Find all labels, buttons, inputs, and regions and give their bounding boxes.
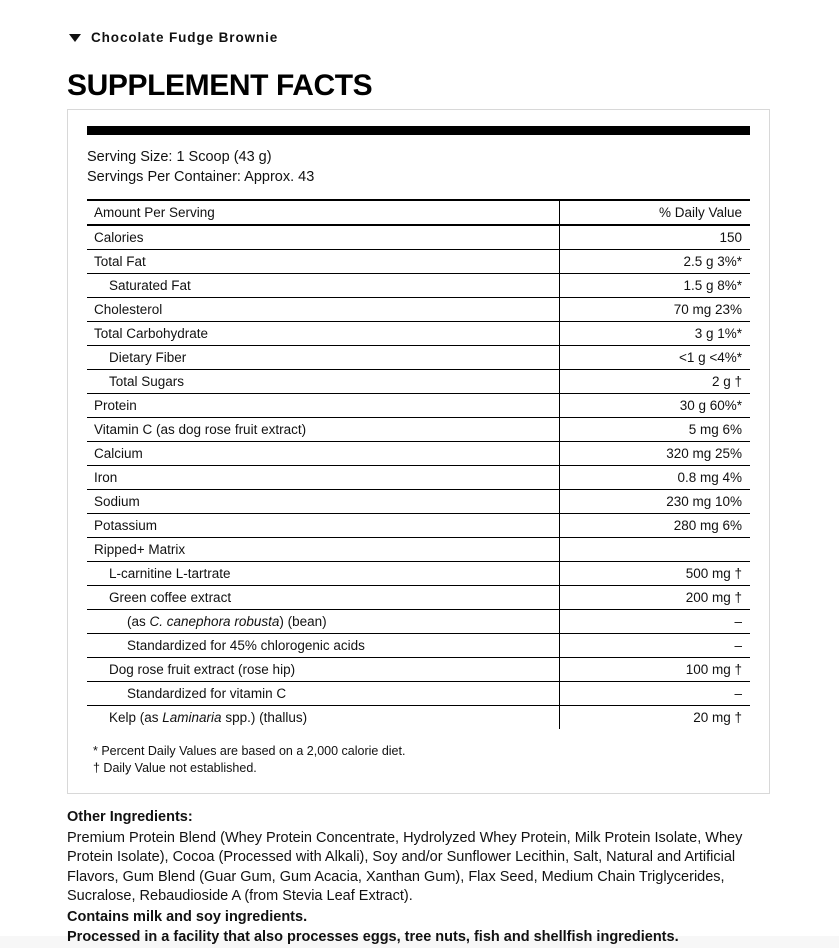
table-row (87, 225, 750, 250)
allergen-contains: Contains milk and soy ingredients. (67, 908, 308, 925)
nutrient-name: Vitamin C (as dog rose fruit extract) (87, 418, 560, 442)
content-column (67, 0, 770, 948)
nutrient-value: 320 mg 25% (560, 442, 751, 466)
table-row (87, 298, 750, 322)
nutrient-name: Potassium (87, 514, 560, 538)
footnotes (87, 743, 750, 777)
chevron-down-icon[interactable] (69, 34, 81, 42)
flavor-selector[interactable] (67, 0, 770, 55)
nutrient-value: 1.5 g 8%* (560, 274, 751, 298)
table-row (87, 346, 750, 370)
nutrient-name: Saturated Fat (87, 274, 560, 298)
nutrient-value: 70 mg 23% (560, 298, 751, 322)
nutrient-name: (as C. canephora robusta) (bean) (87, 610, 560, 634)
nutrient-name: Green coffee extract (87, 586, 560, 610)
nutrient-name: Cholesterol (87, 298, 560, 322)
table-row (87, 586, 750, 610)
nutrient-value: 280 mg 6% (560, 514, 751, 538)
nutrient-name: Standardized for 45% chlorogenic acids (87, 634, 560, 658)
nutrient-value: 0.8 mg 4% (560, 466, 751, 490)
nutrition-table (87, 199, 750, 729)
nutrient-value: 2 g † (560, 370, 751, 394)
nutrient-name: Total Fat (87, 250, 560, 274)
nutrient-value: – (560, 610, 751, 634)
page-title: SUPPLEMENT FACTS (67, 69, 373, 102)
nutrient-name: Protein (87, 394, 560, 418)
other-ingredients-body: Premium Protein Blend (Whey Protein Concentrate, Hydrolyzed Whey Protein, Milk Protein Isolate, Whey Protein Isolate), Cocoa (Processed with Alkali), Soy and/or Sunflower Lecithin, Salt, Natural and Artificial Flavors, Gum Blend (Guar Gum, Gum Acacia, Xanthan Gum), Flax Seed, Medium Chain Triglycerides, Sucralose, Rebaudioside A (from Stevia Leaf Extract). (67, 829, 743, 904)
servings-per-container: Servings Per Container: Approx. 43 (87, 169, 315, 185)
nutrient-name: Standardized for vitamin C (87, 682, 560, 706)
panel-top-rule (87, 126, 750, 135)
nutrient-name: Ripped+ Matrix (87, 538, 560, 562)
nutrient-name: L-carnitine L-tartrate (87, 562, 560, 586)
allergen-facility: Processed in a facility that also processes eggs, tree nuts, fish and shellfish ingredients. (67, 929, 679, 945)
nutrient-value: 200 mg † (560, 586, 751, 610)
table-row (87, 538, 750, 562)
serving-size: Serving Size: 1 Scoop (43 g) (87, 149, 272, 165)
other-ingredients-section (67, 808, 770, 948)
table-row (87, 442, 750, 466)
nutrient-value: 100 mg † (560, 658, 751, 682)
table-row (87, 490, 750, 514)
nutrient-value: <1 g <4%* (560, 346, 751, 370)
nutrient-value: – (560, 634, 751, 658)
nutrient-value: 30 g 60%* (560, 394, 751, 418)
table-row (87, 370, 750, 394)
nutrient-value: 20 mg † (560, 706, 751, 730)
nutrient-value: 500 mg † (560, 562, 751, 586)
nutrient-name: Sodium (87, 490, 560, 514)
nutrient-value: – (560, 682, 751, 706)
table-row (87, 610, 750, 634)
table-row (87, 514, 750, 538)
nutrient-name: Total Carbohydrate (87, 322, 560, 346)
nutrient-value: 3 g 1%* (560, 322, 751, 346)
other-ingredients-heading: Other Ingredients: (67, 809, 193, 825)
table-row (87, 418, 750, 442)
nutrient-name: Kelp (as Laminaria spp.) (thallus) (87, 706, 560, 730)
supplement-facts-panel (67, 109, 770, 794)
nutrient-name: Dietary Fiber (87, 346, 560, 370)
nutrient-value: 5 mg 6% (560, 418, 751, 442)
nutrient-name: Iron (87, 466, 560, 490)
nutrient-name: Calories (87, 225, 560, 250)
nutrition-table-body (87, 225, 750, 729)
table-row (87, 562, 750, 586)
nutrient-value: 150 (560, 225, 751, 250)
table-row (87, 250, 750, 274)
nutrient-name: Dog rose fruit extract (rose hip) (87, 658, 560, 682)
footnote-dagger: † Daily Value not established. (93, 761, 257, 775)
table-row (87, 466, 750, 490)
nutrient-value: 2.5 g 3%* (560, 250, 751, 274)
table-row (87, 682, 750, 706)
table-row (87, 706, 750, 730)
table-row (87, 394, 750, 418)
header-daily-value: % Daily Value (560, 200, 751, 225)
nutrient-value (560, 538, 751, 562)
table-row (87, 658, 750, 682)
table-header-row (87, 200, 750, 225)
nutrient-name: Total Sugars (87, 370, 560, 394)
nutrient-name: Calcium (87, 442, 560, 466)
table-row (87, 322, 750, 346)
header-amount-per-serving: Amount Per Serving (87, 200, 560, 225)
flavor-label: Chocolate Fudge Brownie (91, 30, 279, 45)
table-row (87, 274, 750, 298)
table-row (87, 634, 750, 658)
footnote-percent-dv: * Percent Daily Values are based on a 2,000 calorie diet. (93, 744, 406, 758)
nutrient-value: 230 mg 10% (560, 490, 751, 514)
